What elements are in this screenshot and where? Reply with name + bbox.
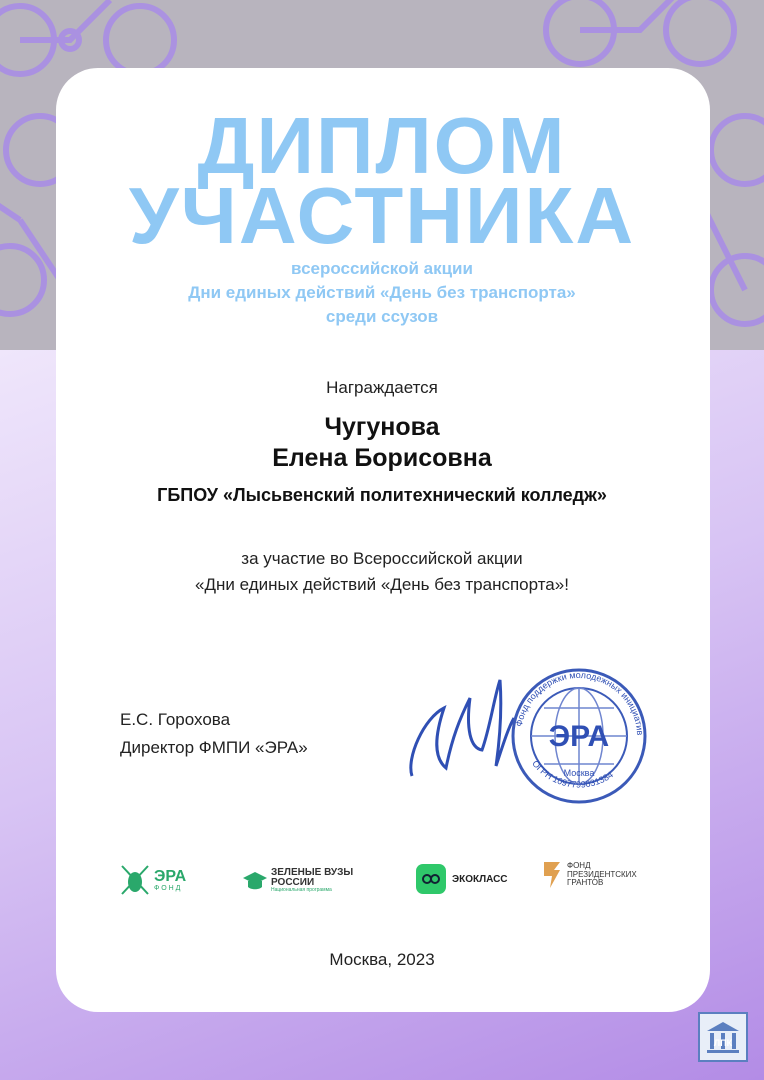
title-line-2: УЧАСТНИКА <box>128 171 636 260</box>
signer-title: Директор ФМПИ «ЭРА» <box>120 738 308 757</box>
signer-block <box>120 706 308 762</box>
recipient-surname: Чугунова <box>324 413 440 441</box>
era-logo-sub: Ф О Н Д <box>154 884 181 892</box>
place-and-year: Москва, 2023 <box>329 950 435 969</box>
subtitle <box>0 257 764 329</box>
organization: ГБПОУ «Лысьвенский политехнический колледж» <box>157 485 607 505</box>
grants-emblem-icon <box>540 860 564 890</box>
awarded-label: Награждается <box>326 378 438 397</box>
era-logo-text: ЭРА <box>154 867 187 885</box>
pinecone-icon <box>120 864 150 896</box>
partner-logos <box>0 858 764 908</box>
seal-stamp <box>513 670 645 802</box>
college-badge <box>698 1012 748 1062</box>
graduation-cap-icon <box>242 870 268 892</box>
handwritten-signature <box>411 680 514 776</box>
award-reason <box>0 546 764 598</box>
stamp-center-text: ЭРА <box>548 720 610 753</box>
stamp-ring-text: Фонд поддержки молодежных инициатив <box>513 669 646 736</box>
green-universities-logo <box>242 868 353 893</box>
recipient-name <box>0 412 764 474</box>
reason-line-2: «Дни единых действий «День без транспорта»! <box>195 575 569 594</box>
college-emblem-icon <box>703 1017 743 1057</box>
signer-name: Е.С. Горохова <box>120 710 231 729</box>
green-univ-line-3: Национальная программа <box>271 887 332 893</box>
subtitle-line-2: Дни единых действий «День без транспорта» <box>188 283 576 302</box>
ecoclass-text: ЭКОКЛАСС <box>452 873 508 885</box>
presidential-grants-logo <box>540 860 637 890</box>
green-univ-line-1: ЗЕЛЕНЫЕ ВУЗЫ <box>271 867 354 878</box>
owl-icon <box>416 864 446 894</box>
grants-line-2: ПРЕЗИДЕНТСКИХ <box>567 869 637 879</box>
grants-line-3: ГРАНТОВ <box>567 878 604 888</box>
title-line-1: ДИПЛОМ <box>197 101 567 190</box>
era-fund-logo <box>120 864 186 896</box>
subtitle-line-1: всероссийской акции <box>291 259 473 278</box>
signature-stamp <box>404 658 654 818</box>
reason-line-1: за участие во Всероссийской акции <box>241 549 523 568</box>
green-univ-line-2: РОССИИ <box>271 877 315 888</box>
subtitle-line-3: среди ссузов <box>325 307 439 326</box>
grants-line-1: ФОНД <box>567 861 591 871</box>
recipient-given-names: Елена Борисовна <box>272 444 492 472</box>
stamp-ogrn-text: ОГРН 1097799031384 <box>530 758 615 790</box>
ecoclass-logo <box>416 864 508 894</box>
stamp-city-text: Москва <box>563 768 595 778</box>
badge-text: ЛПК <box>713 1038 733 1048</box>
